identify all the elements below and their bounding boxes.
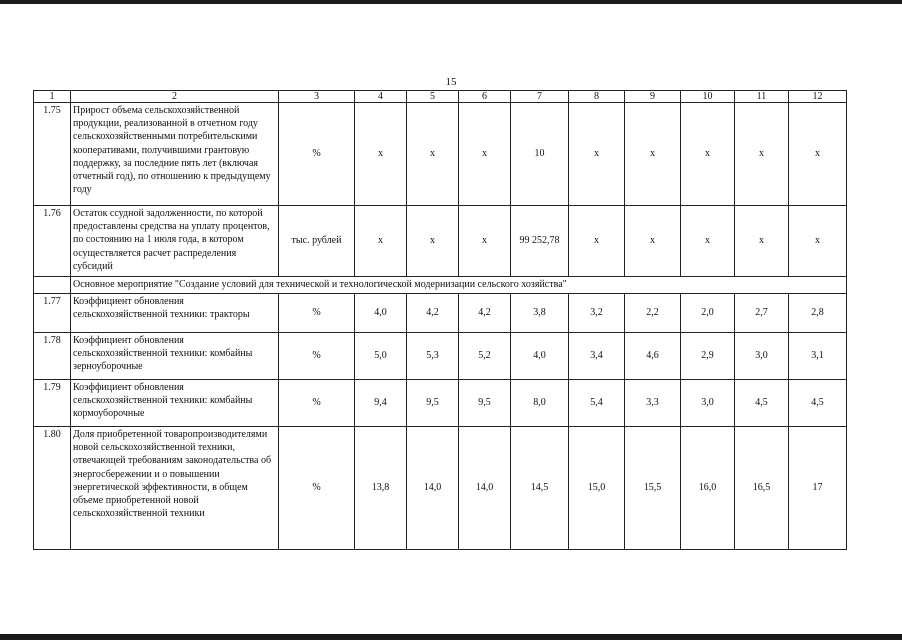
value-cell: х — [355, 103, 407, 206]
value-cell: х — [789, 103, 847, 206]
scan-edge-bottom — [0, 634, 902, 640]
value-cell: 4,0 — [355, 294, 407, 333]
value-cell: 15,0 — [569, 427, 625, 550]
row-number: 1.77 — [34, 294, 71, 333]
unit-cell: % — [279, 333, 355, 380]
unit-cell: % — [279, 294, 355, 333]
value-cell: 4,5 — [789, 380, 847, 427]
section-row — [34, 277, 847, 294]
value-cell: 2,0 — [681, 294, 735, 333]
value-cell: 10 — [511, 103, 569, 206]
value-cell: 3,0 — [681, 380, 735, 427]
indicator-name: Коэффициент обновления сельскохозяйственной техники: тракторы — [71, 294, 279, 333]
indicators-table — [33, 90, 847, 550]
value-cell: х — [681, 103, 735, 206]
value-cell: х — [625, 206, 681, 277]
row-number: 1.75 — [34, 103, 71, 206]
value-cell: х — [735, 206, 789, 277]
value-cell: х — [407, 103, 459, 206]
value-cell: 9,4 — [355, 380, 407, 427]
value-cell: х — [625, 103, 681, 206]
scan-edge-top — [0, 0, 902, 4]
row-number: 1.80 — [34, 427, 71, 550]
value-cell: 4,5 — [735, 380, 789, 427]
table-row — [34, 333, 847, 380]
header-cell: 7 — [511, 91, 569, 103]
value-cell: 5,2 — [459, 333, 511, 380]
page-number: 15 — [445, 76, 457, 88]
value-cell: 3,3 — [625, 380, 681, 427]
table-row — [34, 427, 847, 550]
value-cell: 3,2 — [569, 294, 625, 333]
table-row — [34, 103, 847, 206]
value-cell: х — [681, 206, 735, 277]
header-cell: 1 — [34, 91, 71, 103]
value-cell: 4,0 — [511, 333, 569, 380]
value-cell: 3,1 — [789, 333, 847, 380]
value-cell: 5,0 — [355, 333, 407, 380]
header-cell: 5 — [407, 91, 459, 103]
value-cell: х — [735, 103, 789, 206]
row-number: 1.76 — [34, 206, 71, 277]
value-cell: 17 — [789, 427, 847, 550]
header-cell: 12 — [789, 91, 847, 103]
row-number: 1.78 — [34, 333, 71, 380]
value-cell: х — [355, 206, 407, 277]
value-cell: 5,3 — [407, 333, 459, 380]
indicator-name: Остаток ссудной задолженности, по которой предоставлены средства на уплату процентов, по состоянию на 1 июля года, в котором осуществляется расчет распределения субсидий — [71, 206, 279, 277]
unit-cell: тыс. рублей — [279, 206, 355, 277]
header-cell: 4 — [355, 91, 407, 103]
header-cell: 3 — [279, 91, 355, 103]
value-cell: х — [459, 206, 511, 277]
value-cell: 16,0 — [681, 427, 735, 550]
indicator-name: Коэффициент обновления сельскохозяйственной техники: комбайны кормоуборочные — [71, 380, 279, 427]
value-cell: 5,4 — [569, 380, 625, 427]
value-cell: 8,0 — [511, 380, 569, 427]
value-cell: 15,5 — [625, 427, 681, 550]
value-cell: 99 252,78 — [511, 206, 569, 277]
value-cell: 9,5 — [459, 380, 511, 427]
value-cell: х — [569, 206, 625, 277]
indicator-name: Доля приобретенной товаропроизводителями новой сельскохозяйственной техники, отвечающей требованиям законодательства об энергосбережении и о повышении энергетической эффективности, в общем объеме приобретенной новой сельскохозяйственной техники — [71, 427, 279, 550]
value-cell: 4,6 — [625, 333, 681, 380]
table-row — [34, 380, 847, 427]
value-cell: 2,2 — [625, 294, 681, 333]
section-number-cell — [34, 277, 71, 294]
value-cell: х — [789, 206, 847, 277]
value-cell: 16,5 — [735, 427, 789, 550]
value-cell: 4,2 — [459, 294, 511, 333]
header-cell: 2 — [71, 91, 279, 103]
value-cell: 2,9 — [681, 333, 735, 380]
value-cell: 13,8 — [355, 427, 407, 550]
value-cell: 2,7 — [735, 294, 789, 333]
indicator-name: Прирост объема сельскохозяйственной продукции, реализованной в отчетном году сельскохозяйственными потребительскими кооперативами, получившими грантовую поддержку, за последние пять лет (включая отчетный год), по отношению к предыдущему году — [71, 103, 279, 206]
value-cell: х — [459, 103, 511, 206]
unit-cell: % — [279, 427, 355, 550]
value-cell: 14,0 — [459, 427, 511, 550]
indicator-name: Коэффициент обновления сельскохозяйственной техники: комбайны зерноуборочные — [71, 333, 279, 380]
value-cell: 3,0 — [735, 333, 789, 380]
value-cell: 3,4 — [569, 333, 625, 380]
table-row — [34, 206, 847, 277]
unit-cell: % — [279, 380, 355, 427]
header-cell: 11 — [735, 91, 789, 103]
value-cell: х — [407, 206, 459, 277]
header-row — [34, 91, 847, 103]
section-title: Основное мероприятие "Создание условий для технической и технологической модернизации сельского хозяйства" — [71, 277, 847, 294]
value-cell: 9,5 — [407, 380, 459, 427]
value-cell: х — [569, 103, 625, 206]
unit-cell: % — [279, 103, 355, 206]
header-cell: 6 — [459, 91, 511, 103]
value-cell: 4,2 — [407, 294, 459, 333]
header-cell: 10 — [681, 91, 735, 103]
header-cell: 9 — [625, 91, 681, 103]
table-row — [34, 294, 847, 333]
value-cell: 14,0 — [407, 427, 459, 550]
value-cell: 2,8 — [789, 294, 847, 333]
row-number: 1.79 — [34, 380, 71, 427]
value-cell: 3,8 — [511, 294, 569, 333]
header-cell: 8 — [569, 91, 625, 103]
value-cell: 14,5 — [511, 427, 569, 550]
